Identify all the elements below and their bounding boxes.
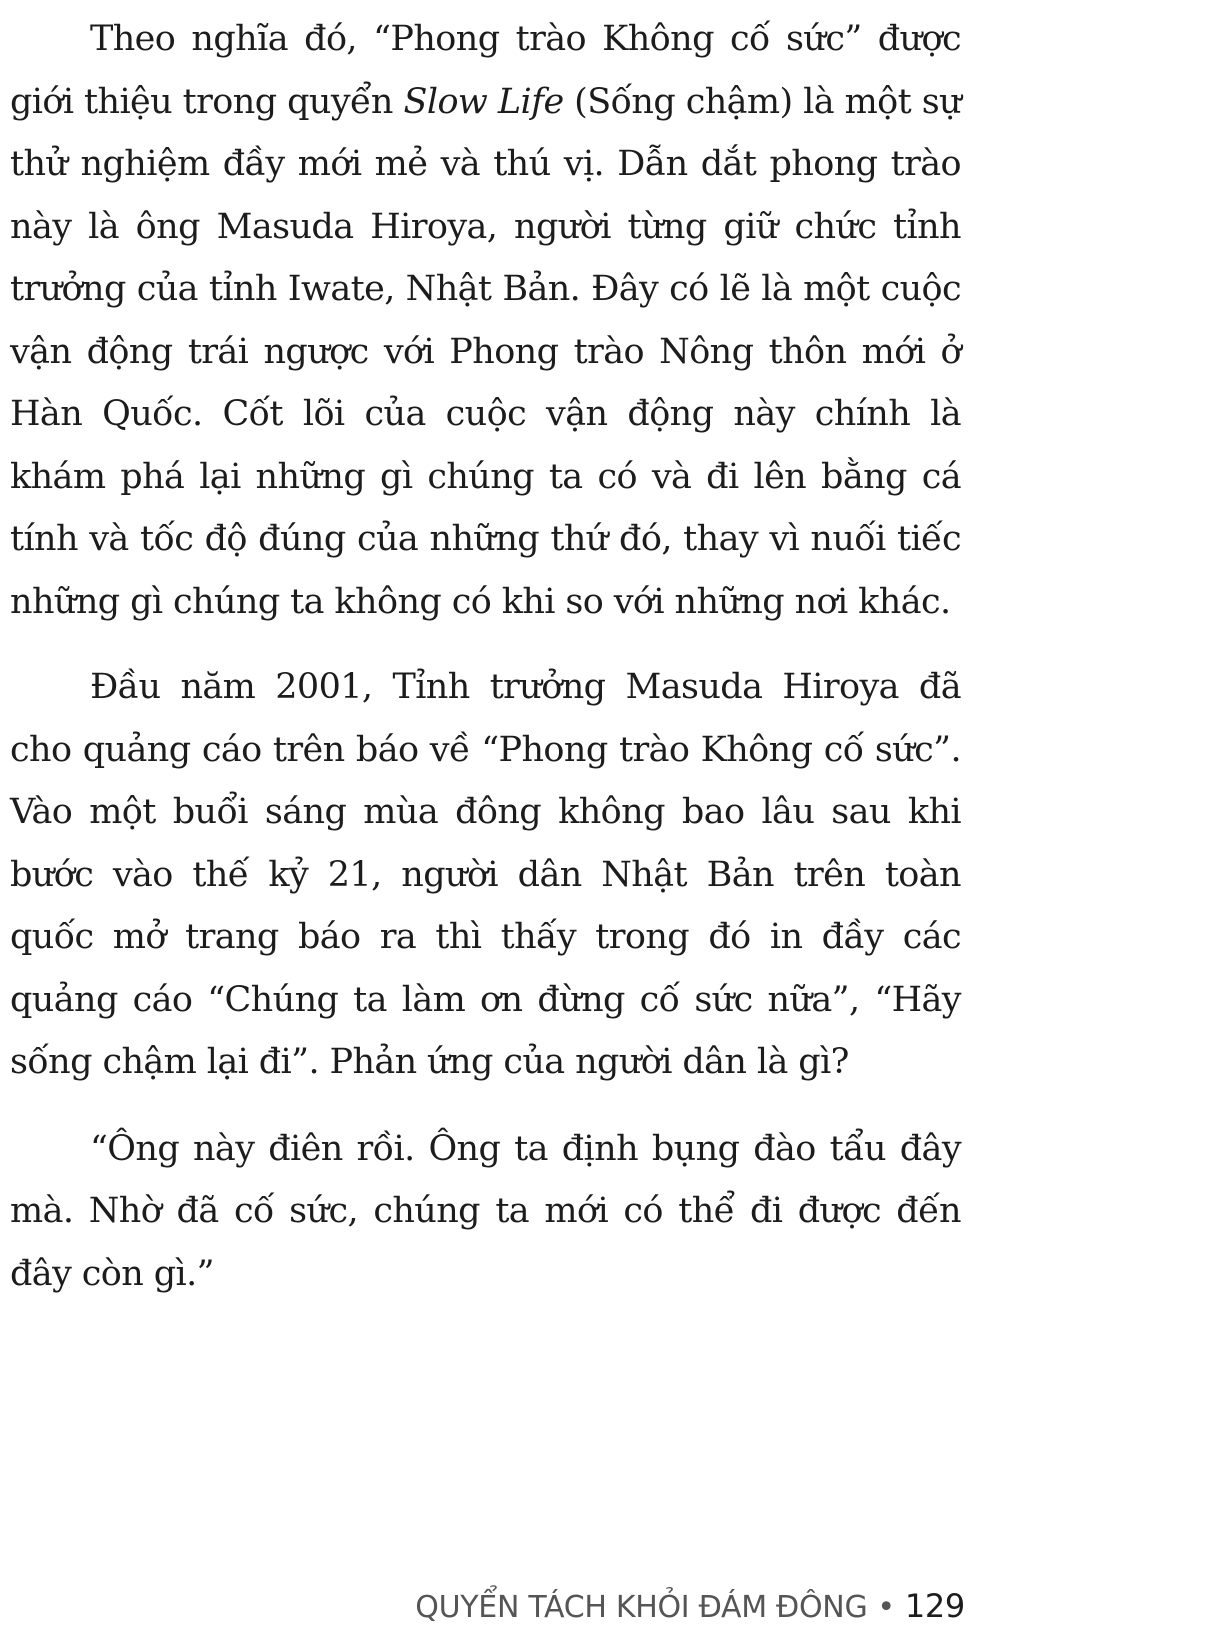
paragraph-3: “Ông này điên rồi. Ông ta định bụng đào tẩu đây mà. Nhờ đã cố sức, chúng ta mới có thể đi được đến đây còn gì.” bbox=[10, 1128, 961, 1294]
page-footer bbox=[415, 1587, 965, 1625]
body-text bbox=[10, 8, 961, 1305]
paragraph-2: Đầu năm 2001, Tỉnh trưởng Masuda Hiroya đã cho quảng cáo trên báo về “Phong trào Không cố sức”. Vào một buổi sáng mùa đông không bao lâu sau khi bước vào thế kỷ 21, người dân Nhật Bản trên toàn quốc mở trang báo ra thì thấy trong đó in đầy các quảng cáo “Chúng ta làm ơn đừng cố sức nữa”, “Hãy sống chậm lại đi”. Phản ứng của người dân là gì? bbox=[10, 667, 961, 1082]
footer-separator: • bbox=[877, 1590, 895, 1625]
footer-book-title: QUYỂN TÁCH KHỎI ĐÁM ĐÔNG bbox=[415, 1590, 868, 1625]
paragraph-1 bbox=[10, 8, 961, 633]
paragraph-1-text-end: (Sống chậm) là một sự thử nghiệm đầy mới mẻ và thú vị. Dẫn dắt phong trào này là ông Masuda Hiroya, người từng giữ chức tỉnh trưởng của tỉnh Iwate, Nhật Bản. Đây có lẽ là một cuộc vận động trái ngược với Phong trào Nông thôn mới ở Hàn Quốc. Cốt lõi của cuộc vận động này chính là khám phá lại những gì chúng ta có và đi lên bằng cá tính và tốc độ đúng của những thứ đó, thay vì nuối tiếc những gì chúng ta không có khi so với những nơi khác. bbox=[10, 81, 962, 622]
page-number: 129 bbox=[904, 1587, 965, 1625]
book-title-italic: Slow Life bbox=[403, 81, 564, 122]
paragraph-1-text-start: Theo nghĩa đó, “Phong trào Không cố sức” được giới thiệu trong quyển bbox=[10, 19, 961, 122]
